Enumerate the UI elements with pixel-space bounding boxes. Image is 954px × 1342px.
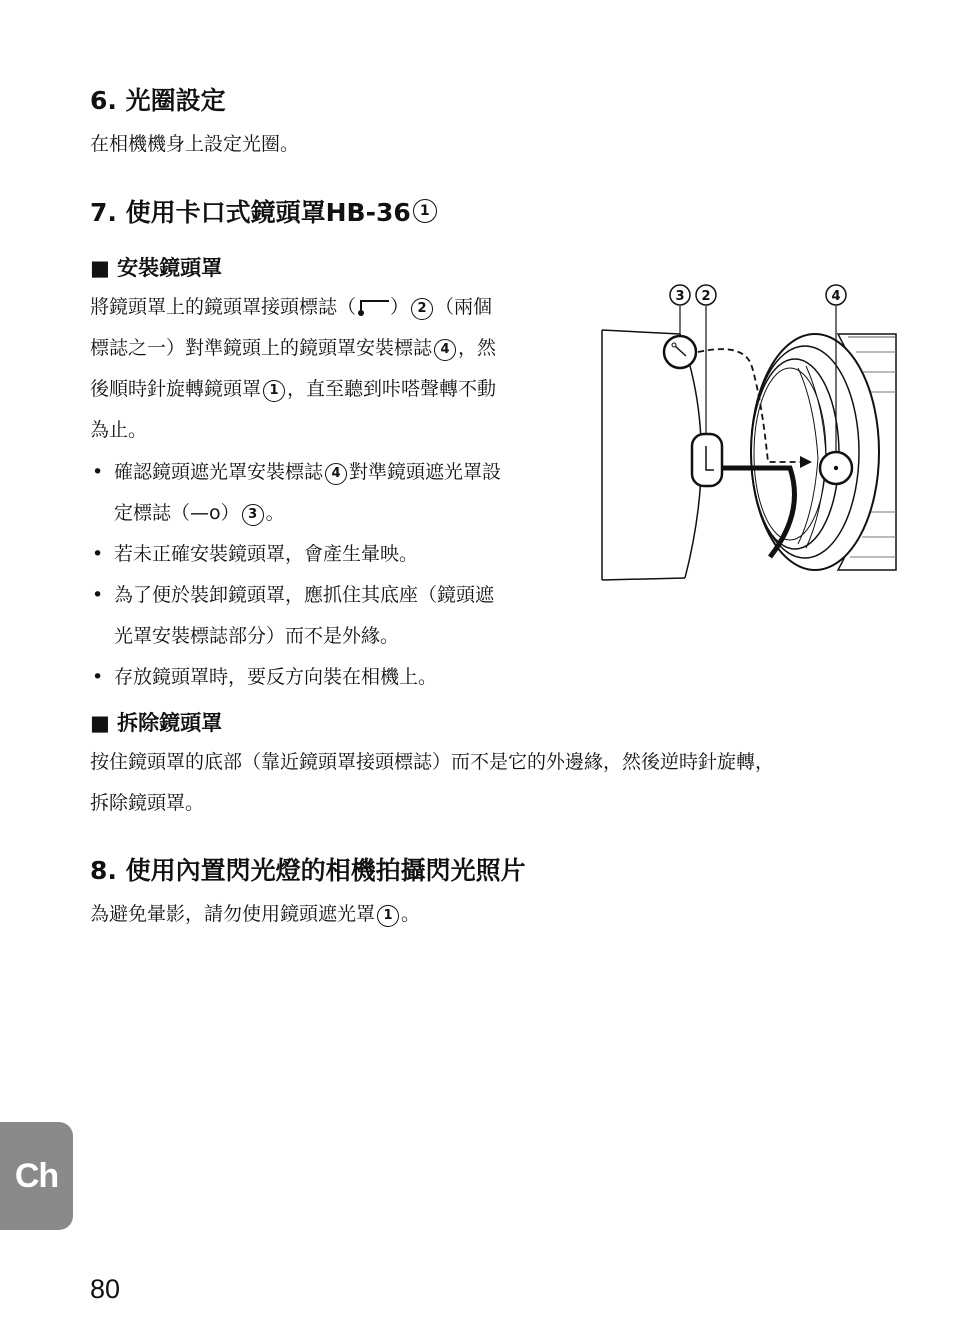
language-tab: Ch bbox=[0, 1122, 73, 1230]
list-item bbox=[90, 534, 590, 575]
lens-front-ring bbox=[751, 334, 879, 570]
ref-circle-1: 1 bbox=[263, 380, 285, 402]
note-text: 。 bbox=[265, 502, 285, 524]
para-text: 為避免暈影，請勿使用鏡頭遮光罩 bbox=[90, 903, 376, 925]
callout-3: 3 bbox=[675, 289, 685, 304]
note-text: ） bbox=[220, 502, 240, 524]
hood-setting-mark: —o bbox=[190, 502, 221, 524]
lens-mount-dot-icon bbox=[834, 466, 838, 470]
lens-hood-illustration bbox=[600, 282, 900, 582]
page-number: 80 bbox=[90, 1274, 121, 1304]
callout-2: 2 bbox=[701, 289, 711, 304]
ref-circle-1: 1 bbox=[413, 199, 437, 223]
install-hood-heading: ■ 安裝鏡頭罩 bbox=[90, 256, 223, 280]
para-text: 為止。 bbox=[90, 419, 148, 441]
install-hood-paragraph bbox=[90, 287, 590, 451]
section-8-heading: 8. 使用內置閃光燈的相機拍攝閃光照片 bbox=[90, 856, 526, 885]
para-text: 拆除鏡頭罩。 bbox=[90, 792, 205, 814]
hood-bayonet-mark-icon bbox=[356, 296, 390, 316]
para-text: 按住鏡頭罩的底部（靠近鏡頭罩接頭標誌）而不是它的外邊緣，然後逆時針旋轉， bbox=[90, 751, 775, 773]
bullet-icon: • bbox=[92, 461, 104, 483]
list-item bbox=[90, 452, 590, 534]
note-text: 若未正確安裝鏡頭罩，會產生暈映。 bbox=[114, 543, 419, 565]
list-item bbox=[90, 575, 590, 657]
bullet-icon: • bbox=[92, 584, 104, 606]
ref-circle-2: 2 bbox=[411, 298, 433, 320]
section-7-heading bbox=[90, 198, 439, 228]
install-notes-list bbox=[90, 452, 590, 698]
remove-hood-heading: ■ 拆除鏡頭罩 bbox=[90, 711, 223, 735]
note-text: 確認鏡頭遮光罩安裝標誌 bbox=[114, 461, 324, 483]
ref-circle-4: 4 bbox=[434, 339, 456, 361]
bullet-icon: • bbox=[92, 543, 104, 565]
note-text: 對準鏡頭遮光罩設 bbox=[349, 461, 502, 483]
remove-hood-paragraph bbox=[90, 742, 920, 824]
note-text: 光罩安裝標誌部分）而不是外緣。 bbox=[114, 625, 400, 647]
note-text: 為了便於裝卸鏡頭罩，應抓住其底座（鏡頭遮 bbox=[114, 584, 495, 606]
note-text: 定標誌（ bbox=[114, 502, 191, 524]
ref-circle-3: 3 bbox=[242, 504, 264, 526]
note-text: 存放鏡頭罩時，要反方向裝在相機上。 bbox=[114, 666, 438, 688]
bullet-icon: • bbox=[92, 666, 104, 688]
para-text: 後順時針旋轉鏡頭罩 bbox=[90, 378, 262, 400]
para-text: 將鏡頭罩上的鏡頭罩接頭標誌（ bbox=[90, 296, 357, 318]
section-7-heading-text: 7. 使用卡口式鏡頭罩HB-36 bbox=[90, 198, 411, 227]
lens-hood-diagram bbox=[600, 282, 900, 582]
para-text: （兩個 bbox=[435, 296, 493, 318]
para-text: 。 bbox=[401, 903, 421, 925]
ref-circle-1: 1 bbox=[377, 905, 399, 927]
callout-4: 4 bbox=[831, 289, 841, 304]
hood-bayonet-mark-box bbox=[692, 434, 722, 486]
para-text: ） bbox=[390, 296, 410, 318]
section-8-text bbox=[90, 894, 420, 935]
para-text: ，然 bbox=[458, 337, 497, 359]
section-6-heading: 6. 光圈設定 bbox=[90, 86, 226, 115]
ref-circle-4: 4 bbox=[325, 463, 347, 485]
hood-setting-mark-circle bbox=[664, 336, 696, 368]
section-6-text: 在相機機身上設定光圈。 bbox=[90, 133, 300, 155]
para-text: ，直至聽到咔嗒聲轉不動 bbox=[287, 378, 497, 400]
list-item bbox=[90, 657, 590, 698]
para-text: 標誌之一）對準鏡頭上的鏡頭罩安裝標誌 bbox=[90, 337, 433, 359]
